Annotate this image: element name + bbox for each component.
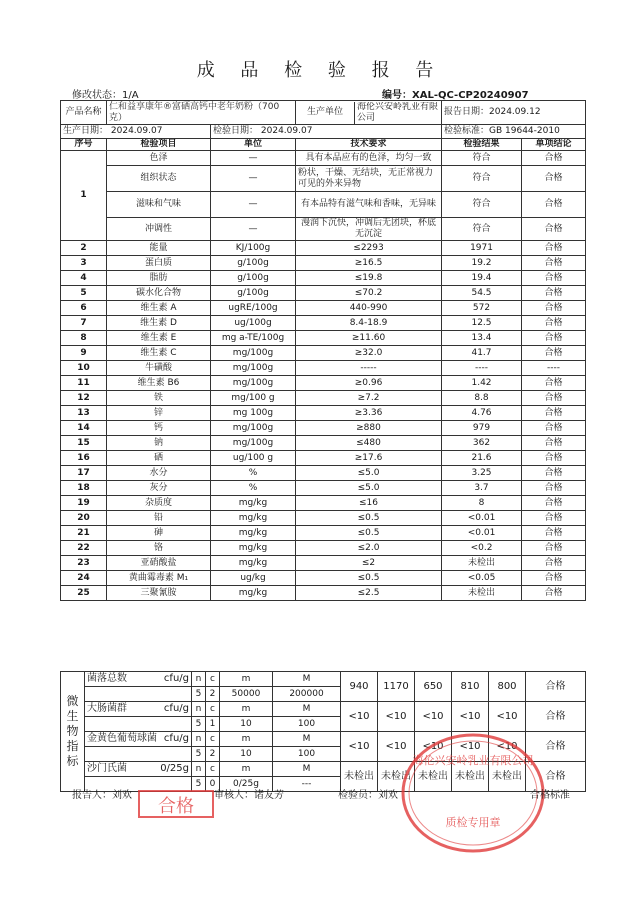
item-requirement: ----- [296, 361, 442, 376]
micro-result: <10 [341, 702, 378, 732]
micro-plan-value: 50000 [220, 687, 273, 702]
table-row [61, 316, 586, 331]
item-requirement: 具有本品应有的色泽，均匀一致 [296, 151, 442, 166]
row-no: 24 [61, 571, 107, 586]
table-row [61, 481, 586, 496]
item-unit: ugRE/100g [211, 301, 296, 316]
item-conclusion: 合格 [522, 301, 586, 316]
micro-name: 大肠菌群 [87, 703, 127, 714]
item-name: 灰分 [107, 481, 211, 496]
item-conclusion: 合格 [522, 541, 586, 556]
micro-result: 650 [415, 672, 452, 702]
table-row [61, 346, 586, 361]
micro-label: 微 生 物 指 标 [61, 672, 85, 792]
micro-plan-value: 1 [206, 717, 220, 732]
item-name: 维生素 D [107, 316, 211, 331]
report-date: 报告日期：2024.09.12 [442, 101, 586, 125]
item-name: 脂肪 [107, 271, 211, 286]
micro-item-name [85, 762, 192, 777]
table-row [61, 586, 586, 601]
item-unit: mg 100g [211, 406, 296, 421]
item-name: 碳水化合物 [107, 286, 211, 301]
table-row [61, 271, 586, 286]
row-no: 3 [61, 256, 107, 271]
micro-plan-header: m [220, 702, 273, 717]
item-requirement: ≤5.0 [296, 481, 442, 496]
item-name: 维生素 C [107, 346, 211, 361]
micro-conclusion: 合格 [526, 762, 586, 792]
item-requirement: ≤19.8 [296, 271, 442, 286]
item-name: 钙 [107, 421, 211, 436]
item-result: 3.7 [442, 481, 522, 496]
item-result: 21.6 [442, 451, 522, 466]
inspector: 检验员：刘欢 [338, 790, 398, 801]
item-unit: ug/100g [211, 316, 296, 331]
item-unit: — [211, 218, 296, 241]
row-no: 25 [61, 586, 107, 601]
item-conclusion: 合格 [522, 151, 586, 166]
micro-plan-value: 10 [220, 717, 273, 732]
micro-plan-value: 5 [192, 687, 206, 702]
table-row [61, 301, 586, 316]
item-requirement: ≤0.5 [296, 571, 442, 586]
micro-result: 未检出 [452, 762, 489, 792]
row-no: 2 [61, 241, 107, 256]
item-result: 13.4 [442, 331, 522, 346]
row-no: 23 [61, 556, 107, 571]
item-result: 41.7 [442, 346, 522, 361]
micro-result: 1170 [378, 672, 415, 702]
table-row [61, 451, 586, 466]
item-conclusion: 合格 [522, 556, 586, 571]
micro-row [61, 702, 586, 717]
item-requirement: ≤2293 [296, 241, 442, 256]
item-name: 滋味和气味 [107, 192, 211, 218]
item-conclusion: 合格 [522, 192, 586, 218]
item-unit: mg/kg [211, 496, 296, 511]
micro-unit: cfu/g [163, 733, 189, 744]
micro-result: <10 [489, 702, 526, 732]
micro-result: 未检出 [489, 762, 526, 792]
micro-result: <10 [378, 732, 415, 762]
micro-result: 未检出 [341, 762, 378, 792]
item-name: 亚硝酸盐 [107, 556, 211, 571]
micro-item-name [85, 702, 192, 717]
micro-plan-header: c [206, 762, 220, 777]
table-row [61, 436, 586, 451]
row-no: 20 [61, 511, 107, 526]
item-unit: — [211, 192, 296, 218]
item-conclusion: 合格 [522, 436, 586, 451]
row-no: 16 [61, 451, 107, 466]
item-result: 未检出 [442, 556, 522, 571]
micro-plan-value: 5 [192, 717, 206, 732]
item-result: 362 [442, 436, 522, 451]
header-requirement: 技术要求 [296, 139, 442, 151]
micro-plan-value: 2 [206, 747, 220, 762]
micro-result: 810 [452, 672, 489, 702]
item-name: 蛋白质 [107, 256, 211, 271]
item-result: 3.25 [442, 466, 522, 481]
item-name: 维生素 B6 [107, 376, 211, 391]
micro-plan-value: 10 [220, 747, 273, 762]
item-result: 19.4 [442, 271, 522, 286]
test-standard: 检验标准：GB 19644-2010 [442, 125, 586, 139]
row-no: 8 [61, 331, 107, 346]
item-name: 维生素 E [107, 331, 211, 346]
item-conclusion: 合格 [522, 316, 586, 331]
row-no: 11 [61, 376, 107, 391]
item-requirement: ≤0.5 [296, 526, 442, 541]
micro-plan-header: c [206, 702, 220, 717]
table-header-row [61, 139, 586, 151]
item-result: 符合 [442, 218, 522, 241]
reviewer: 审核人：诸友芳 [214, 790, 284, 801]
item-result: 符合 [442, 151, 522, 166]
item-unit: % [211, 481, 296, 496]
micro-result: 未检出 [378, 762, 415, 792]
table-row [61, 166, 586, 192]
sensory-no: 1 [61, 151, 107, 241]
test-date: 2024.09.07 [260, 126, 313, 136]
item-unit: mg/kg [211, 511, 296, 526]
item-unit: mg/kg [211, 541, 296, 556]
revision-status: 修改状态：1/A [72, 90, 139, 101]
item-unit: % [211, 466, 296, 481]
item-requirement: ≥7.2 [296, 391, 442, 406]
micro-result: <10 [378, 702, 415, 732]
header-result: 检验结果 [442, 139, 522, 151]
qualified-stamp-text: 合格 [158, 796, 194, 817]
micro-plan-value: --- [273, 777, 341, 792]
item-result: <0.01 [442, 511, 522, 526]
table-row [61, 256, 586, 271]
item-name: 能量 [107, 241, 211, 256]
item-result: 1971 [442, 241, 522, 256]
table-row [61, 218, 586, 241]
item-name: 维生素 A [107, 301, 211, 316]
item-name: 铁 [107, 391, 211, 406]
item-unit: mg/100g [211, 361, 296, 376]
item-result: 54.5 [442, 286, 522, 301]
item-name: 三聚氰胺 [107, 586, 211, 601]
row-no: 12 [61, 391, 107, 406]
row-no: 21 [61, 526, 107, 541]
micro-plan-header: m [220, 672, 273, 687]
item-name: 黄曲霉毒素 M₁ [107, 571, 211, 586]
item-unit: mg/100g [211, 376, 296, 391]
item-requirement: 440-990 [296, 301, 442, 316]
header-conclusion: 单项结论 [522, 139, 586, 151]
micro-plan-header: M [273, 672, 341, 687]
item-requirement: ≤16 [296, 496, 442, 511]
item-unit: g/100g [211, 271, 296, 286]
micro-conclusion: 合格 [526, 732, 586, 762]
micro-plan-value: 2 [206, 687, 220, 702]
micro-spacer [85, 717, 192, 732]
row-no: 10 [61, 361, 107, 376]
micro-plan-header: M [273, 702, 341, 717]
row-no: 6 [61, 301, 107, 316]
item-unit: mg/kg [211, 526, 296, 541]
item-requirement: ≤2.0 [296, 541, 442, 556]
item-name: 色泽 [107, 151, 211, 166]
micro-plan-value: 0/25g [220, 777, 273, 792]
item-unit: g/100g [211, 286, 296, 301]
item-requirement: 漫润下沉快，冲调后无团块，杯底无沉淀 [296, 218, 442, 241]
item-requirement: ≤70.2 [296, 286, 442, 301]
row-no: 14 [61, 421, 107, 436]
item-result: <0.2 [442, 541, 522, 556]
table-row [61, 571, 586, 586]
micro-name: 菌落总数 [87, 673, 127, 684]
item-conclusion: 合格 [522, 451, 586, 466]
production-date-label: 生产日期： [63, 126, 109, 136]
micro-result: 800 [489, 672, 526, 702]
table-row [61, 406, 586, 421]
item-name: 铬 [107, 541, 211, 556]
item-requirement: ≥32.0 [296, 346, 442, 361]
row-no: 15 [61, 436, 107, 451]
item-unit: mg/100 g [211, 391, 296, 406]
table-row [61, 526, 586, 541]
item-requirement: 粉状，干燥、无结块，无正常视力可见的外来异物 [296, 166, 442, 192]
micro-plan-header: m [220, 732, 273, 747]
table-row [61, 421, 586, 436]
table-row [61, 192, 586, 218]
item-unit: g/100g [211, 256, 296, 271]
table-row [61, 376, 586, 391]
item-conclusion: 合格 [522, 406, 586, 421]
micro-plan-value: 100 [273, 717, 341, 732]
item-conclusion: 合格 [522, 496, 586, 511]
row-no: 18 [61, 481, 107, 496]
seal-center-text: 质检专用章 [445, 816, 501, 829]
item-result: 8.8 [442, 391, 522, 406]
item-conclusion: 合格 [522, 331, 586, 346]
item-conclusion: 合格 [522, 571, 586, 586]
inspection-table [60, 100, 586, 601]
item-requirement: ≤480 [296, 436, 442, 451]
micro-item-name [85, 732, 192, 747]
item-result: 符合 [442, 192, 522, 218]
item-conclusion: 合格 [522, 166, 586, 192]
item-unit: mg/100g [211, 346, 296, 361]
item-result: 4.76 [442, 406, 522, 421]
micro-result: <10 [452, 702, 489, 732]
item-result: <0.01 [442, 526, 522, 541]
producer: 海伦兴安岭乳业有限公司 [357, 101, 439, 123]
item-result: 1.42 [442, 376, 522, 391]
producer-label: 生产单位 [296, 102, 355, 124]
row-no: 22 [61, 541, 107, 556]
micro-result: <10 [489, 732, 526, 762]
item-unit: — [211, 151, 296, 166]
item-requirement: ≥11.60 [296, 331, 442, 346]
micro-plan-header: m [220, 762, 273, 777]
micro-spacer [85, 747, 192, 762]
item-requirement: ≥0.96 [296, 376, 442, 391]
item-conclusion: ---- [522, 361, 586, 376]
micro-plan-value: 200000 [273, 687, 341, 702]
row-no: 4 [61, 271, 107, 286]
product-name-label: 产品名称 [61, 101, 107, 125]
item-name: 杂质度 [107, 496, 211, 511]
micro-result: <10 [415, 732, 452, 762]
item-unit: mg/kg [211, 556, 296, 571]
item-conclusion: 合格 [522, 346, 586, 361]
micro-plan-header: n [192, 732, 206, 747]
table-row [61, 331, 586, 346]
item-name: 砷 [107, 526, 211, 541]
table-row [61, 361, 586, 376]
item-conclusion: 合格 [522, 421, 586, 436]
item-requirement: ≤0.5 [296, 511, 442, 526]
row-no: 9 [61, 346, 107, 361]
item-unit: mg/100g [211, 436, 296, 451]
micro-unit: 0/25g [160, 763, 189, 774]
item-result: 19.2 [442, 256, 522, 271]
item-result: 979 [442, 421, 522, 436]
item-conclusion: 合格 [522, 241, 586, 256]
item-name: 水分 [107, 466, 211, 481]
item-conclusion: 合格 [522, 526, 586, 541]
item-requirement: ≥16.5 [296, 256, 442, 271]
item-unit: ug/100 g [211, 451, 296, 466]
row-no: 17 [61, 466, 107, 481]
micro-row [61, 672, 586, 687]
item-name: 牛磺酸 [107, 361, 211, 376]
item-conclusion: 合格 [522, 256, 586, 271]
table-row [61, 466, 586, 481]
micro-plan-value: 100 [273, 747, 341, 762]
micro-plan-value: 0 [206, 777, 220, 792]
micro-spacer [85, 687, 192, 702]
item-conclusion: 合格 [522, 218, 586, 241]
table-row [61, 286, 586, 301]
item-result: 8 [442, 496, 522, 511]
table-row [61, 391, 586, 406]
micro-result: <10 [415, 702, 452, 732]
row-no: 7 [61, 316, 107, 331]
final-verdict: 合格标准 [530, 790, 570, 801]
item-result: <0.05 [442, 571, 522, 586]
table-row [61, 151, 586, 166]
item-unit: mg/100g [211, 421, 296, 436]
row-no: 5 [61, 286, 107, 301]
item-requirement: 有本品特有滋气味和香味，无异味 [296, 192, 442, 218]
micro-name: 金黄色葡萄球菌 [87, 733, 157, 744]
micro-result: 940 [341, 672, 378, 702]
item-requirement: ≥17.6 [296, 451, 442, 466]
item-result: 12.5 [442, 316, 522, 331]
micro-conclusion: 合格 [526, 702, 586, 732]
item-name: 钠 [107, 436, 211, 451]
item-name: 硒 [107, 451, 211, 466]
item-name: 组织状态 [107, 166, 211, 192]
header-no: 序号 [61, 139, 107, 151]
micro-plan-header: n [192, 702, 206, 717]
item-unit: — [211, 166, 296, 192]
qualified-stamp [136, 786, 216, 820]
item-unit: ug/kg [211, 571, 296, 586]
item-requirement: ≤2.5 [296, 586, 442, 601]
micro-result: <10 [452, 732, 489, 762]
micro-unit: cfu/g [163, 673, 189, 684]
micro-plan-header: n [192, 762, 206, 777]
item-conclusion: 合格 [522, 481, 586, 496]
item-unit: KJ/100g [211, 241, 296, 256]
item-result: 572 [442, 301, 522, 316]
row-no: 19 [61, 496, 107, 511]
micro-plan-header: M [273, 762, 341, 777]
item-conclusion: 合格 [522, 376, 586, 391]
table-row [61, 496, 586, 511]
micro-conclusion: 合格 [526, 672, 586, 702]
product-name: 仁和益享康年®富硒高钙中老年奶粉（700 克） [107, 101, 296, 125]
micro-name: 沙门氏菌 [87, 763, 127, 774]
table-row [61, 541, 586, 556]
table-row [61, 511, 586, 526]
table-row [61, 556, 586, 571]
item-result: 未检出 [442, 586, 522, 601]
micro-plan-value: 5 [192, 777, 206, 792]
item-requirement: ≤5.0 [296, 466, 442, 481]
header-unit: 单位 [211, 139, 296, 151]
item-name: 冲调性 [107, 218, 211, 241]
item-requirement: ≥880 [296, 421, 442, 436]
item-conclusion: 合格 [522, 466, 586, 481]
reporter: 报告人：刘欢 [72, 790, 132, 801]
item-requirement: ≥3.36 [296, 406, 442, 421]
micro-plan-header: c [206, 672, 220, 687]
seal-ring-text: 海伦兴安岭乳业有限公司 [412, 754, 534, 767]
micro-unit: cfu/g [163, 703, 189, 714]
production-date: 2024.09.07 [110, 126, 163, 136]
item-unit: mg/kg [211, 586, 296, 601]
item-conclusion: 合格 [522, 586, 586, 601]
report-number: 编号：XAL-QC-CP20240907 [382, 90, 529, 101]
item-result: ---- [442, 361, 522, 376]
item-name: 锌 [107, 406, 211, 421]
item-conclusion: 合格 [522, 391, 586, 406]
row-no: 13 [61, 406, 107, 421]
item-conclusion: 合格 [522, 511, 586, 526]
item-requirement: ≤2 [296, 556, 442, 571]
micro-plan-value: 5 [192, 747, 206, 762]
item-conclusion: 合格 [522, 286, 586, 301]
table-row [61, 241, 586, 256]
test-date-label: 检验日期： [213, 126, 259, 136]
item-result: 符合 [442, 166, 522, 192]
quality-seal-stamp [398, 728, 548, 858]
item-requirement: 8.4-18.9 [296, 316, 442, 331]
micro-result: <10 [341, 732, 378, 762]
item-name: 铅 [107, 511, 211, 526]
micro-result: 未检出 [415, 762, 452, 792]
micro-plan-header: c [206, 732, 220, 747]
item-unit: mg a-TE/100g [211, 331, 296, 346]
report-title: 成 品 检 验 报 告 [196, 60, 444, 81]
item-conclusion: 合格 [522, 271, 586, 286]
micro-plan-header: n [192, 672, 206, 687]
micro-item-name [85, 672, 192, 687]
header-item: 检验项目 [107, 139, 211, 151]
micro-plan-header: M [273, 732, 341, 747]
